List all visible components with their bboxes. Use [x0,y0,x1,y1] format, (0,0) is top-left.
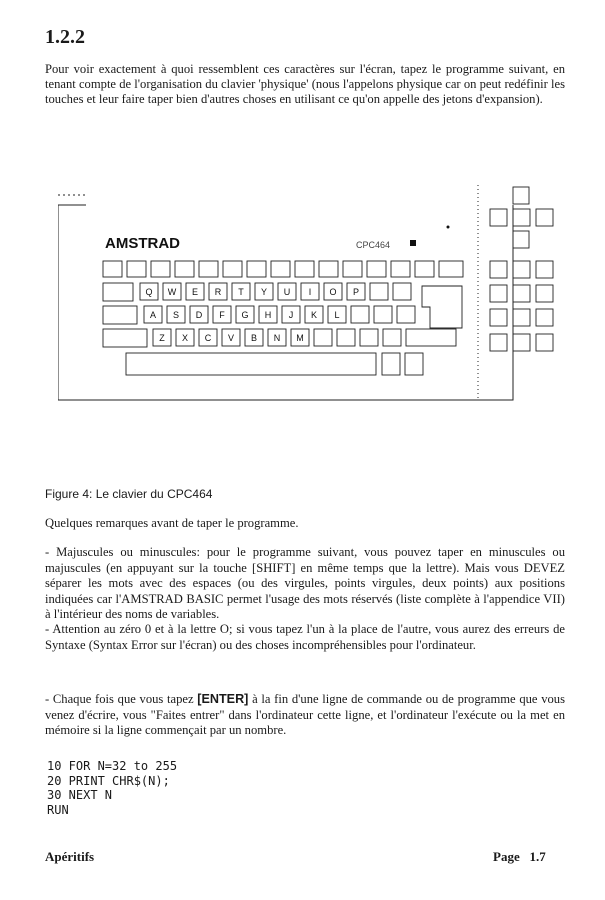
section-number: 1.2.2 [45,26,85,48]
key-label: Y [260,287,268,297]
code-listing [47,759,177,817]
number-key [439,261,463,277]
letter-key [370,283,388,300]
key-label: V [227,333,235,343]
space-bar [126,353,376,375]
letter-key [397,306,415,323]
code-line: 20 PRINT CHR$(N); [47,773,170,788]
number-key [103,261,122,277]
number-key [391,261,410,277]
key-label: W [167,287,177,297]
para-enter [45,692,565,739]
model-label: CPC464 [356,240,391,250]
intro-paragraph: Pour voir exactement à quoi ressemblent ces caractères sur l'écran, tapez le programme suivant, en tenant compte de l'organisation du clavier 'physique' (nous l'appelons physique car on peut redéfinir les touches et leur faire taper bien d'autres choses en utilisant ce qu'on appelle des jetons d'expansion). [45,62,565,106]
letter-key [314,329,332,346]
para-zero: - Attention au zéro 0 et à la lettre O; si vous tapez l'un à la place de l'autre, vous aurez des erreurs de Syntaxe (Syntax Error sur l'écran) ou des choses incompréhensibles pour l'ordinateur. [45,622,565,652]
key-label: E [191,287,199,297]
number-key [223,261,242,277]
key-label: P [352,287,360,297]
key-label: Z [159,333,165,343]
key-label: X [181,333,189,343]
code-line: 10 FOR N=32 to 255 [47,759,178,773]
number-key [415,261,434,277]
power-led [410,240,416,246]
key-label: M [296,333,304,343]
key-label: Q [145,287,153,297]
letter-key [337,329,355,346]
letter-key [393,283,411,300]
key-label: B [250,333,258,343]
letter-key [374,306,392,323]
key-label: K [310,310,318,320]
key-label: F [219,310,225,320]
number-key [175,261,194,277]
para-enter-after: à la fin d'une ligne de commande ou de programme que vous venez d'écrire, vous "Faites entrer" dans l'ordinateur cette ligne, et l'ordinateur l'exécute ou la met en mémoire si la ligne commençait par un nombre. [45,692,565,737]
key-label: O [329,287,337,297]
enter-key-label: [ENTER] [197,692,249,706]
key-label: T [238,287,244,297]
number-key [343,261,362,277]
key-label: L [334,310,340,320]
letter-key [383,329,401,346]
code-line: 30 NEXT N [47,788,113,802]
number-key [367,261,386,277]
key-label: D [195,310,203,320]
key-label: H [264,310,272,320]
shift-key [406,329,456,346]
number-key [319,261,338,277]
keyboard-illustration [58,183,558,403]
number-key [127,261,146,277]
number-key [199,261,218,277]
para-case: - Majuscules ou minuscules: pour le programme suivant, vous pouvez taper en minuscules ou majuscules (en appuyant sur la touche [SHIFT] en même temps que la lettre). Mais vous DEVEZ séparer les mots avec des espaces (ou des virgules, points virgules, deux points) aux positions indiquées car l'AMSTRAD BASIC permet l'usage des mots réservés (liste complète à l'appendice VII) à l'intérieur des noms de variables. [45,545,565,621]
key-label: N [273,333,281,343]
key-label: I [308,287,312,297]
key-label: U [283,287,291,297]
para-remarks: Quelques remarques avant de taper le programme. [45,516,299,530]
footer-chapter: Apéritifs [45,849,95,864]
key-label: C [204,333,212,343]
brand-label: AMSTRAD [105,235,180,252]
key-label: S [172,310,180,320]
key-label: R [214,287,222,297]
enter-key [422,286,462,328]
key-label: A [149,310,157,320]
number-key [151,261,170,277]
figure-caption: Figure 4: Le clavier du CPC464 [45,487,213,501]
number-key [247,261,266,277]
key-label: J [288,310,294,320]
para-enter-before: - Chaque fois que vous tapez [45,692,198,706]
number-key [295,261,314,277]
footer-page: Page 1.7 [493,849,546,864]
letter-key [360,329,378,346]
number-key [271,261,290,277]
key-label: G [241,310,249,320]
code-line: RUN [47,802,69,817]
letter-key [351,306,369,323]
